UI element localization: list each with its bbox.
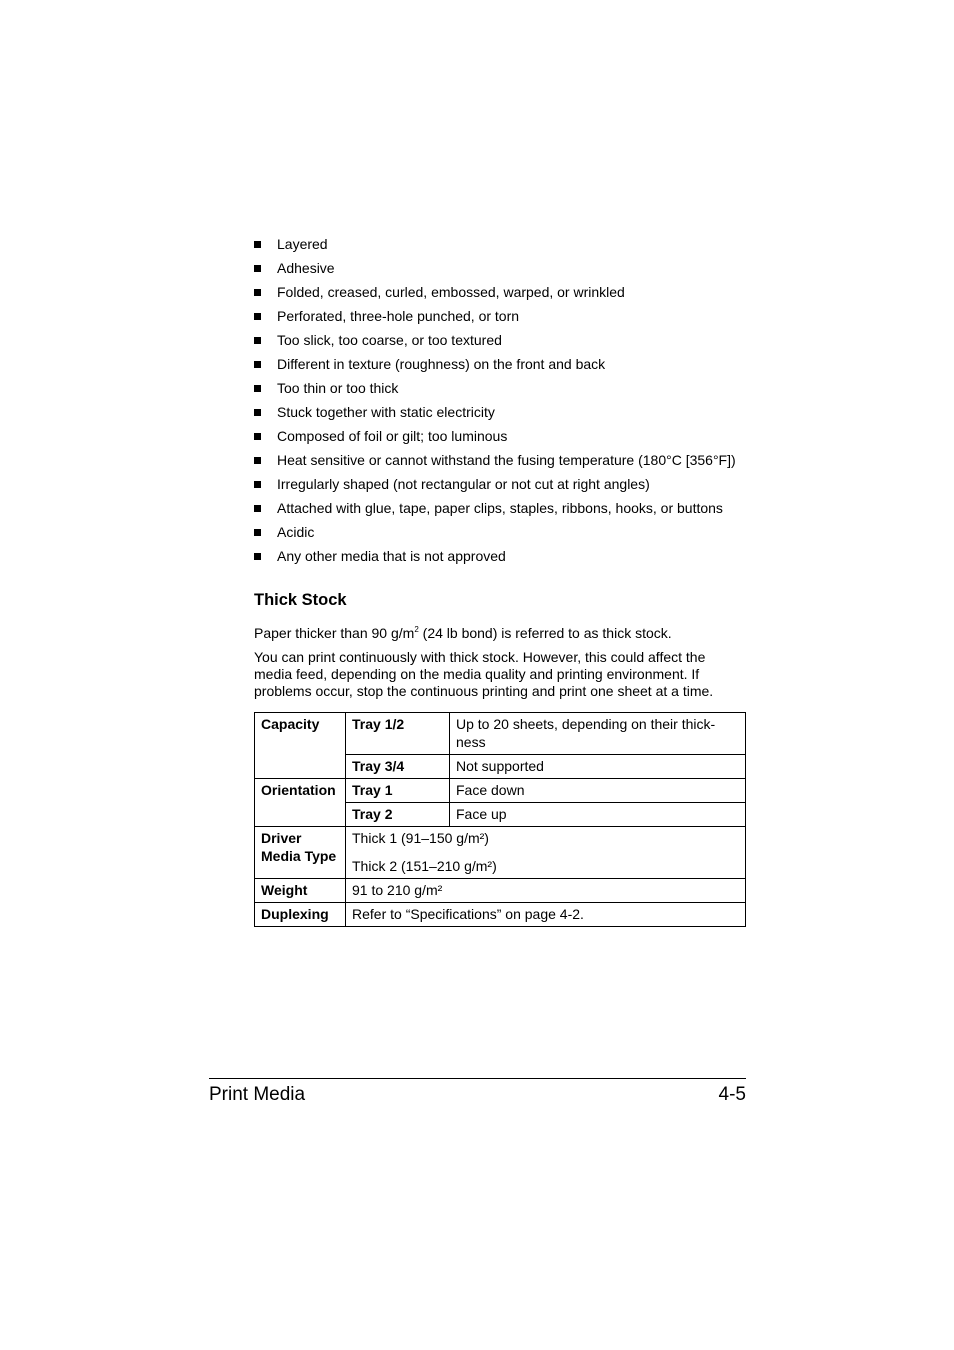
bullet-square-icon: [254, 313, 261, 320]
thick-stock-definition: Paper thicker than 90 $g/m^2$ (24 lb bond) is referred to as thick stock.: [254, 625, 672, 641]
list-item: Acidic: [254, 524, 746, 541]
thick-stock-description: You can print continuously with thick stock. However, this could affect the media feed, depending on the media quality and printing environment. If problems occur, stop the continuous printing and print one sheet at a time.: [254, 649, 714, 699]
tray-12-label: Tray 1/2: [346, 713, 450, 755]
bullet-square-icon: [254, 385, 261, 392]
list-item: Irregularly shaped (not rectangular or not cut at right angles): [254, 476, 746, 493]
thick-stock-spec-table: [254, 712, 746, 927]
list-item: Heat sensitive or cannot withstand the fusing temperature (180°C [356°F]): [254, 452, 746, 469]
table-row: [255, 903, 746, 927]
bullet-square-icon: [254, 529, 261, 536]
bullet-square-icon: [254, 337, 261, 344]
bullet-square-icon: [254, 505, 261, 512]
tray-1-label: Tray 1: [346, 779, 450, 803]
list-item: Too slick, too coarse, or too textured: [254, 332, 746, 349]
list-item: Stuck together with static electricity: [254, 404, 746, 421]
driver-media-type-label: Driver Media Type: [255, 827, 346, 879]
list-item: Layered: [254, 236, 746, 253]
tray-12-capacity: Up to 20 sheets, depending on their thick-ness: [450, 713, 746, 755]
list-item: Composed of foil or gilt; too luminous: [254, 428, 746, 445]
list-item: Too thin or too thick: [254, 380, 746, 397]
bullet-square-icon: [254, 289, 261, 296]
bullet-square-icon: [254, 241, 261, 248]
duplexing-value: Refer to “Specifications” on page 4-2.: [346, 903, 746, 927]
capacity-label: Capacity: [255, 713, 346, 779]
tray-2-label: Tray 2: [346, 803, 450, 827]
bullet-square-icon: [254, 433, 261, 440]
tray-1-orientation: Face down: [450, 779, 746, 803]
list-item: Folded, creased, curled, embossed, warped, or wrinkled: [254, 284, 746, 301]
list-item: Attached with glue, tape, paper clips, staples, ribbons, hooks, or buttons: [254, 500, 746, 517]
tray-34-capacity: Not supported: [450, 755, 746, 779]
weight-label: Weight: [255, 879, 346, 903]
duplexing-label: Duplexing: [255, 903, 346, 927]
list-item: Different in texture (roughness) on the front and back: [254, 356, 746, 373]
page-content: [254, 236, 746, 927]
weight-value: 91 to 210 g/m²: [346, 879, 746, 903]
footer-chapter-title: Print Media: [209, 1084, 306, 1105]
tray-2-orientation: Face up: [450, 803, 746, 827]
list-item: Any other media that is not approved: [254, 548, 746, 565]
table-row: [255, 713, 746, 755]
table-row: [255, 827, 746, 879]
page-number: 4-5: [718, 1084, 746, 1105]
driver-media-type-values: Thick 1 (91–150 g/m²) Thick 2 (151–210 g/m²): [346, 827, 746, 879]
list-item: Adhesive: [254, 260, 746, 277]
table-row: [255, 879, 746, 903]
tray-34-label: Tray 3/4: [346, 755, 450, 779]
list-item: Perforated, three-hole punched, or torn: [254, 308, 746, 325]
bullet-square-icon: [254, 409, 261, 416]
page-footer: [209, 1078, 746, 1107]
bullet-square-icon: [254, 481, 261, 488]
table-row: [255, 779, 746, 803]
section-heading: Thick Stock: [254, 591, 347, 609]
bullet-square-icon: [254, 553, 261, 560]
bullet-square-icon: [254, 361, 261, 368]
bullet-square-icon: [254, 265, 261, 272]
orientation-label: Orientation: [255, 779, 346, 827]
unsuitable-media-list: [254, 236, 746, 565]
bullet-square-icon: [254, 457, 261, 464]
